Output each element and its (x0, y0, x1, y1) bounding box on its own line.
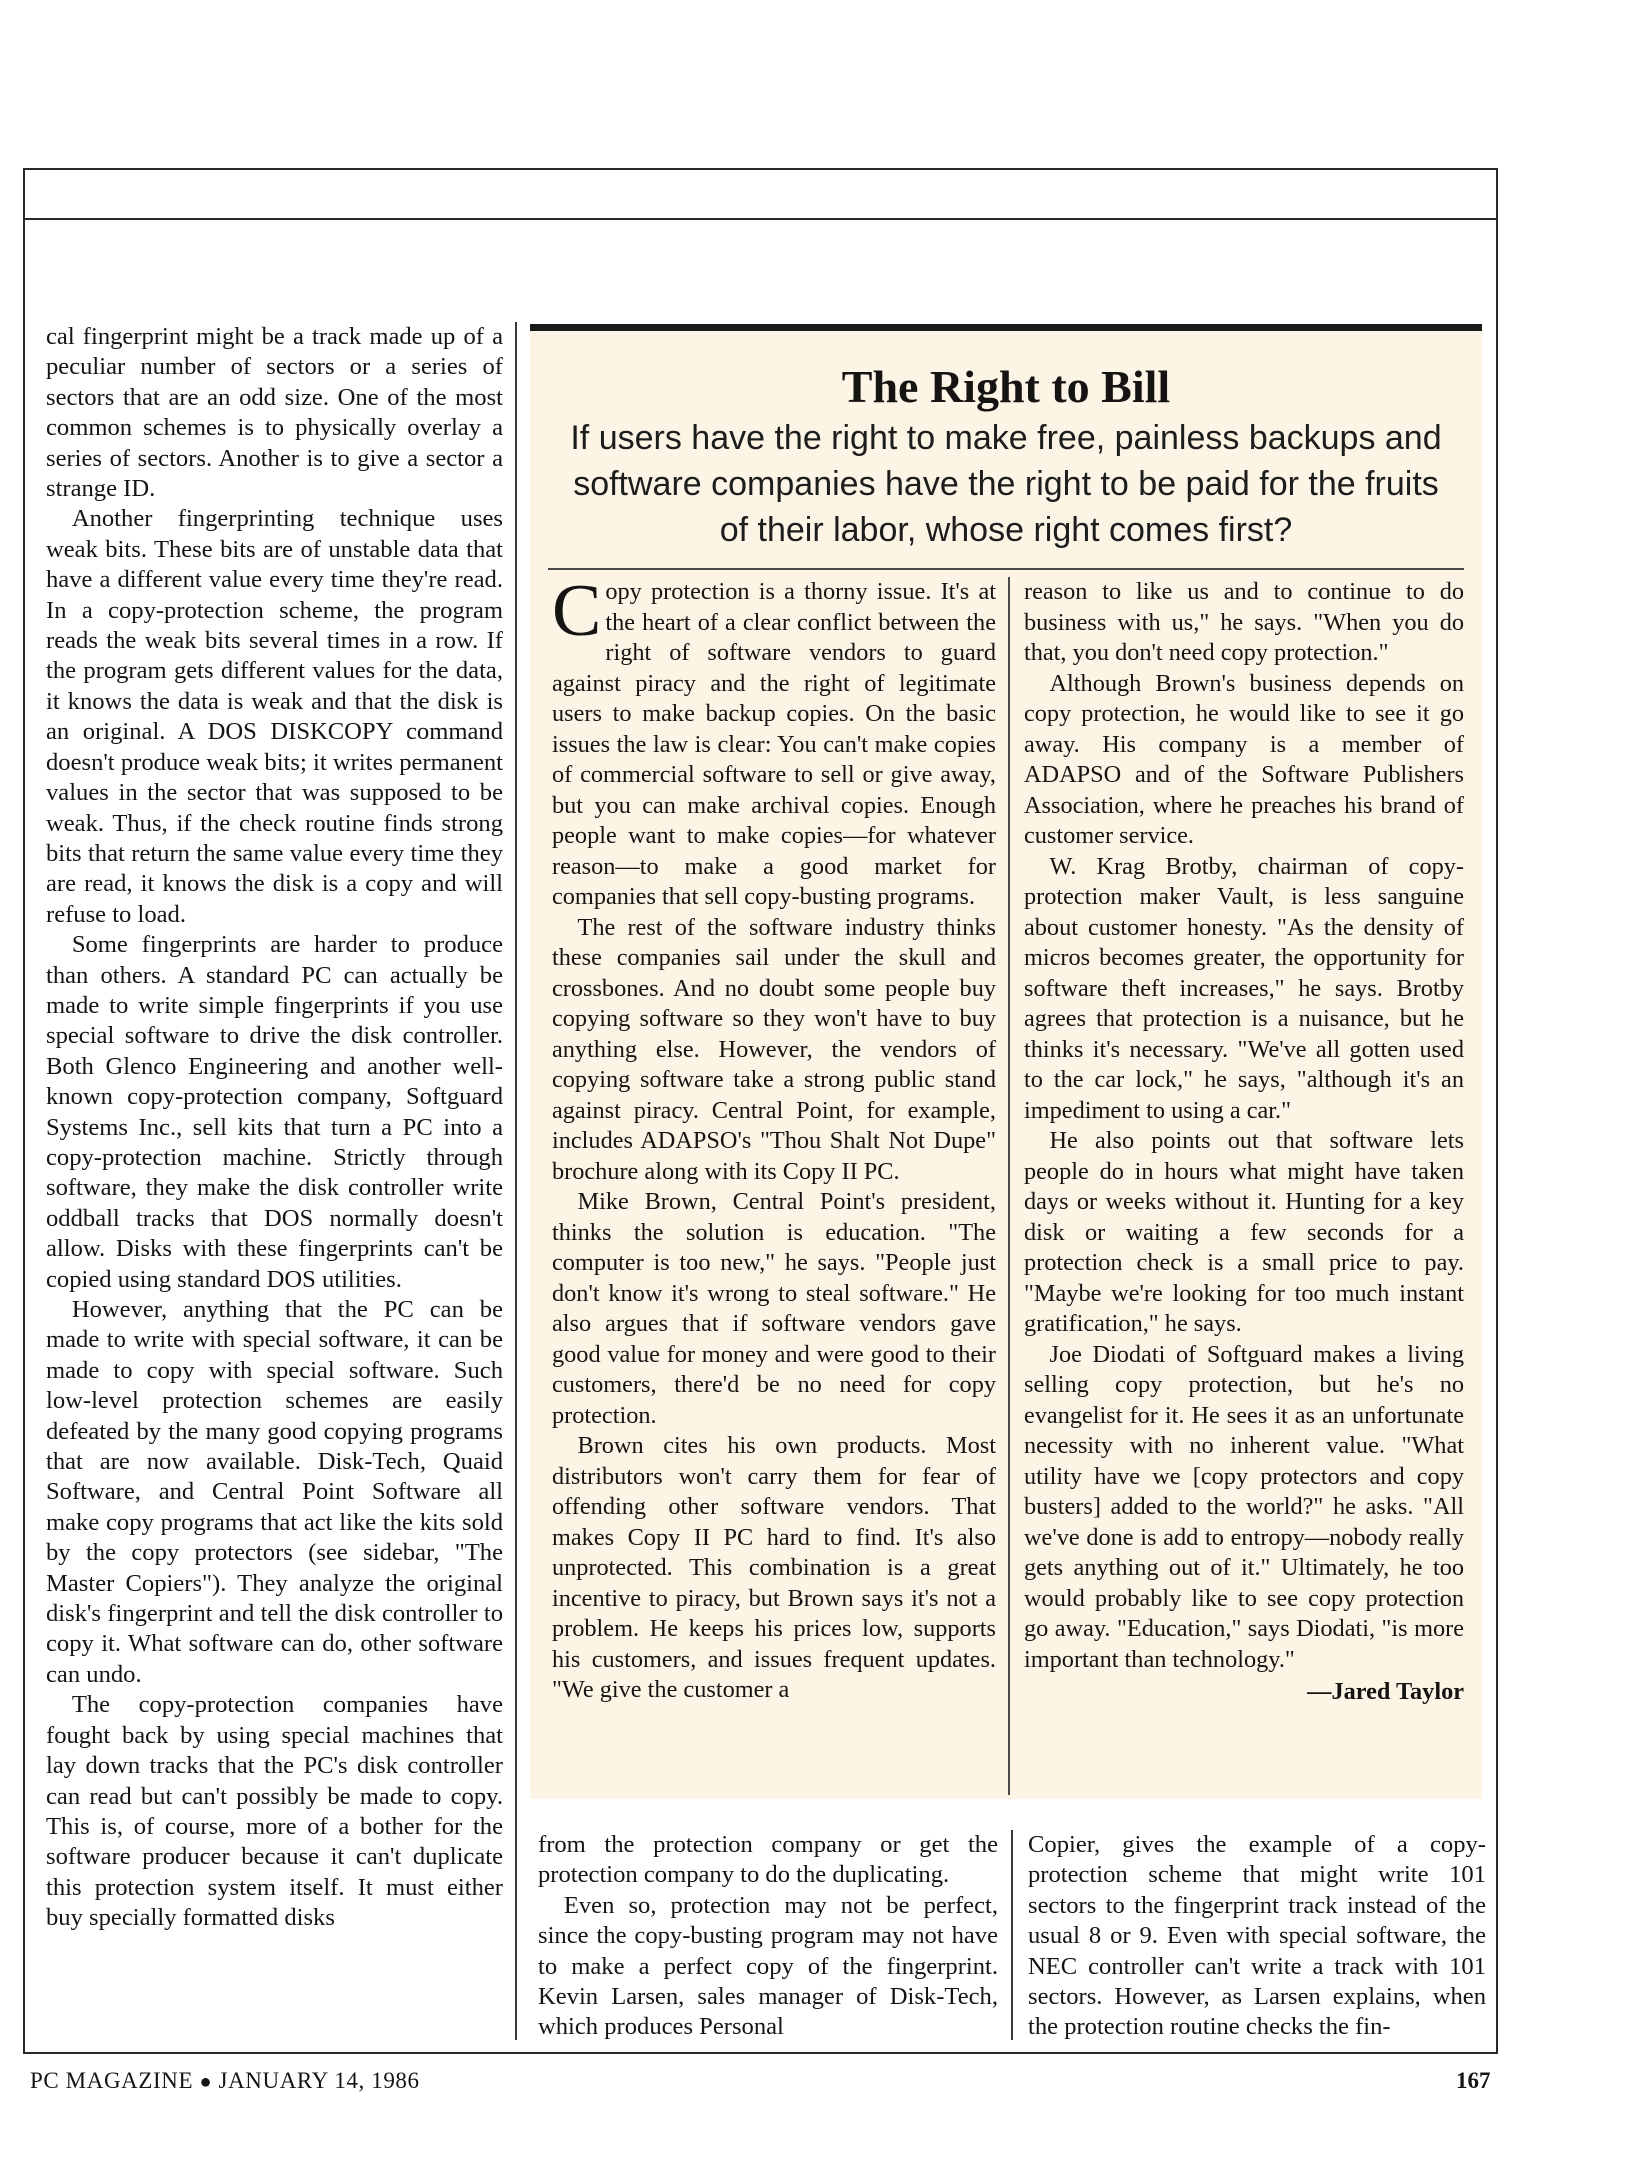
middle-column (538, 1830, 998, 2042)
drop-cap: C (552, 577, 602, 652)
page-number: 167 (1456, 2068, 1491, 2093)
column-divider (515, 322, 517, 2040)
left-column (46, 322, 503, 2038)
paragraph: reason to like us and to continue to do business with us," he says. "When you do that, you don't need copy protection." (1024, 578, 1464, 666)
paragraph: Another fingerprinting technique uses weak bits. These bits are of unstable data that have a different value every time they're read. In a copy-protection scheme, the program reads the weak bits several times in a row. If the program gets different values for the data, it knows the data is weak and that the disk is an original. A DOS DISKCOPY command doesn't produce weak bits; it writes permanent values in the sector that was supposed to be weak. Thus, if the check routine finds strong bits that return the same value every time they are read, it knows the disk is a copy and will refuse to load. (46, 505, 503, 928)
sidebar-column-1 (552, 577, 996, 1797)
paragraph: He also points out that software lets people do in hours what might have taken days or weeks without it. Hunting for a key disk or waiting a few seconds for a protection check is a small price to pay. "Maybe we're looking for too much instant gratification," he says. (1024, 1127, 1464, 1337)
right-column (1028, 1830, 1486, 2042)
sidebar-box (530, 324, 1482, 1799)
issue-date: JANUARY 14, 1986 (218, 2068, 420, 2093)
paragraph: However, anything that the PC can be made to write with special software, it can be made to copy with special software. Such low-level protection schemes are easily defeated by the many good copying programs that are now available. Disk-Tech, Quaid Software, and Central Point Software all make copy programs that act like the kits sold by the copy protectors (see sidebar, "The Master Copiers"). They analyze the original disk's fingerprint and tell the disk controller to copy it. What software can do, other software can undo. (46, 1296, 503, 1688)
paragraph: cal fingerprint might be a track made up of a peculiar number of sectors or a series of sectors that are an odd size. One of the most common schemes is to physically overlay a series of sectors. Another is to give a sector a strange ID. (46, 323, 503, 503)
paragraph: Some fingerprints are harder to produce than others. A standard PC can actually be made to write simple fingerprints if you use special software to drive the disk controller. Both Glenco Engineering and another well-known copy-protection company, Softguard Systems Inc., sell kits that turn a PC into a copy-protection machine. Strictly through software, they make the disk controller write oddball tracks that DOS normally doesn't allow. Disks with these fingerprints can't be copied using standard DOS utilities. (46, 931, 503, 1293)
paragraph: from the protection company or get the protection company to do the duplicating. (538, 1831, 998, 1889)
sidebar-title: The Right to Bill (841, 361, 1171, 412)
paragraph: Joe Diodati of Softguard makes a living selling copy protection, but he's no evangelist for it. He sees it as an unfortunate necessity with no inherent value. "What utility have we [copy protectors and copy busters] added to the world?" he asks. "All we've done is add to entropy—nobody really gets anything out of it." Ultimately, he too would probably like to see copy protection go away. "Education," says Diodati, "is more important than technology." (1024, 1340, 1464, 1673)
header-rule (23, 218, 1498, 220)
sidebar-rule (548, 568, 1464, 570)
paragraph: The rest of the software industry thinks these companies sail under the skull and crossbones. And no doubt some people buy copying software so they won't have to buy anything else. However, the vendors of copying software take a strong public stand against piracy. Central Point, for example, includes ADAPSO's "Thou Shalt Not Dupe" brochure along with its Copy II PC. (552, 913, 996, 1185)
paragraph: Brown cites his own products. Most distributors won't carry them for fear of offending other software vendors. That makes Copy II PC hard to find. It's also unprotected. This combination is a great incentive to piracy, but Brown says it's not a problem. He keeps his prices low, supports his customers, and issues frequent updates. "We give the customer a (552, 1432, 996, 1703)
paragraph-text: opy protection is a thorny issue. It's at the heart of a clear conflict between the right of software vendors to guard against piracy and the right of legitimate users to make backup copies. On the basic issues the law is clear: You can't make copies of commercial software to sell or give away, but you can make archival copies. Enough people want to make copies—for whatever reason—to make a good market for companies that sell copy-busting programs. (552, 578, 996, 910)
paragraph: Mike Brown, Central Point's president, thinks the solution is education. "The computer is too new," he says. "People just don't know it's wrong to steal software." He also argues that if software vendors gave good value for money and were good to their customers, there'd be no need for copy protection. (552, 1188, 996, 1429)
paragraph: W. Krag Brotby, chairman of copy-protection maker Vault, is less sanguine about customer honesty. "As the density of micros becomes greater, the opportunity for software theft increases," he says. Brotby agrees that protection is a nuisance, but he thinks it's necessary. "We've all gotten used to the car lock," he says, "although it's an impediment to using a car." (1024, 852, 1464, 1124)
column-divider (1011, 1830, 1013, 2040)
paragraph: The copy-protection companies have fought back by using special machines that lay down tracks that the PC's disk controller can read but can't possibly be made to copy. This is, of course, more of a bother for the software producer because it can't duplicate this protection system itself. It must either buy specially formatted disks (46, 1691, 503, 1932)
sidebar-deck: If users have the right to make free, painless backups and software companies have the right to be paid for the fruits of their labor, whose right comes first? (570, 419, 1442, 549)
footer-folio (30, 2068, 420, 2094)
paragraph (552, 577, 996, 913)
paragraph: Even so, protection may not be perfect, since the copy-busting program may not have to make a perfect copy of the fingerprint. Kevin Larsen, sales manager of Disk-Tech, which produces Personal (538, 1891, 998, 2041)
paragraph: Copier, gives the example of a copy-protection scheme that might write 101 sectors to the fingerprint track instead of the usual 8 or 9. Even with special software, the NEC controller can't write a track with 101 sectors. However, as Larsen explains, when the protection routine checks the fin- (1028, 1831, 1486, 2041)
byline: —Jared Taylor (1307, 1678, 1464, 1705)
sidebar-column-divider (1008, 577, 1010, 1795)
publication-name: PC MAGAZINE (30, 2068, 194, 2093)
paragraph: Although Brown's business depends on copy protection, he would like to see it go away. His company is a member of ADAPSO and of the Software Publishers Association, where he preaches his brand of customer service. (1024, 669, 1464, 849)
bullet-separator: ● (199, 2071, 213, 2093)
sidebar-column-2 (1024, 577, 1464, 1797)
